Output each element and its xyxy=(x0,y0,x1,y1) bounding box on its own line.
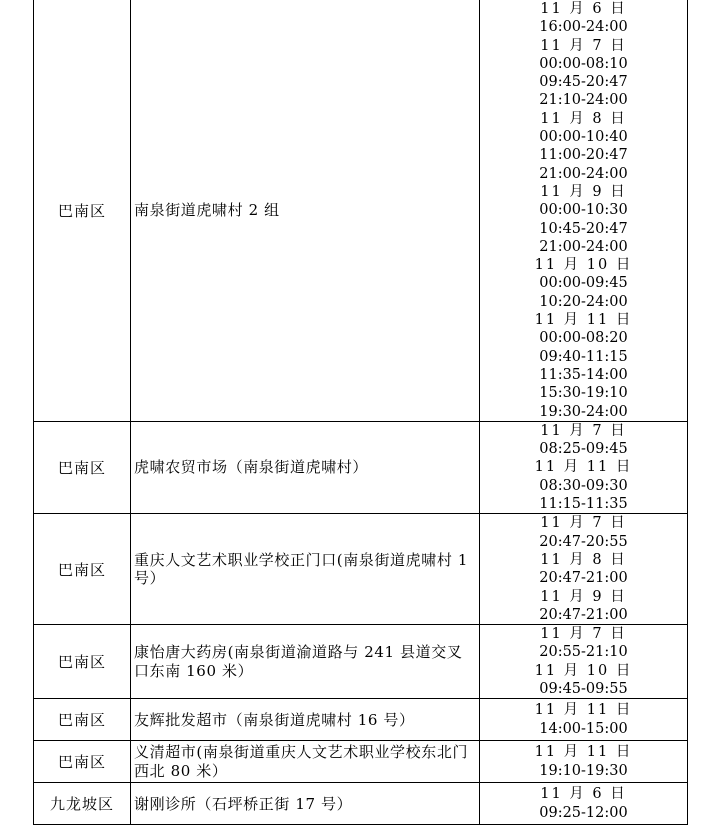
time-range-line: 16:00-24:00 xyxy=(539,19,628,36)
time-range-line: 00:00-08:20 xyxy=(539,330,628,347)
date-line: 11 月 11 日 xyxy=(534,312,633,329)
time-range-line: 09:25-12:00 xyxy=(539,804,628,821)
district-cell: 九龙坡区 xyxy=(34,783,131,825)
exposure-schedule-table xyxy=(33,0,688,825)
date-line: 11 月 8 日 xyxy=(540,551,627,568)
time-range-line: 09:45-09:55 xyxy=(539,680,628,697)
date-line: 11 月 8 日 xyxy=(540,110,627,127)
date-line: 11 月 11 日 xyxy=(534,702,633,719)
district-cell: 巴南区 xyxy=(34,699,131,741)
time-range-line: 11:35-14:00 xyxy=(539,366,628,383)
location-cell: 南泉街道虎啸村 2 组 xyxy=(131,0,480,421)
time-range-line: 11:15-11:35 xyxy=(539,496,628,513)
time-range-line: 00:00-10:30 xyxy=(539,202,628,219)
time-range-line: 09:45-20:47 xyxy=(539,74,628,91)
district-cell: 巴南区 xyxy=(34,421,131,513)
time-cell xyxy=(480,625,688,699)
time-cell xyxy=(480,0,688,421)
table-row xyxy=(34,625,688,699)
time-range-line: 10:20-24:00 xyxy=(539,293,628,310)
date-line: 11 月 10 日 xyxy=(534,257,633,274)
location-cell: 友辉批发超市（南泉街道虎啸村 16 号） xyxy=(131,699,480,741)
location-cell: 义清超市(南泉街道重庆人文艺术职业学校东北门西北 80 米） xyxy=(131,741,480,783)
date-line: 11 月 10 日 xyxy=(534,662,633,679)
time-range-line: 08:25-09:45 xyxy=(539,441,628,458)
date-line: 11 月 11 日 xyxy=(534,744,633,761)
time-range-line: 11:00-20:47 xyxy=(539,147,628,164)
table-row xyxy=(34,699,688,741)
time-cell xyxy=(480,421,688,513)
date-line: 11 月 6 日 xyxy=(540,1,627,17)
time-range-line: 20:47-21:00 xyxy=(539,570,628,587)
table-row xyxy=(34,0,688,421)
date-line: 11 月 7 日 xyxy=(540,626,627,643)
time-range-line: 20:55-21:10 xyxy=(539,644,628,661)
time-range-line: 15:30-19:10 xyxy=(539,385,628,402)
time-range-line: 00:00-09:45 xyxy=(539,275,628,292)
location-cell: 重庆人文艺术职业学校正门口(南泉街道虎啸村 1 号） xyxy=(131,514,480,625)
time-range-line: 21:10-24:00 xyxy=(539,92,628,109)
time-range-line: 19:10-19:30 xyxy=(539,762,628,779)
date-line: 11 月 7 日 xyxy=(540,515,627,532)
time-range-line: 20:47-20:55 xyxy=(539,533,628,550)
time-cell xyxy=(480,783,688,825)
date-line: 11 月 9 日 xyxy=(540,588,627,605)
table-row xyxy=(34,741,688,783)
district-cell: 巴南区 xyxy=(34,741,131,783)
district-cell: 巴南区 xyxy=(34,625,131,699)
table-body xyxy=(34,0,688,825)
date-line: 11 月 6 日 xyxy=(540,786,627,803)
date-line: 11 月 7 日 xyxy=(540,37,627,54)
table-row xyxy=(34,421,688,513)
district-cell: 巴南区 xyxy=(34,514,131,625)
date-line: 11 月 9 日 xyxy=(540,183,627,200)
table-row xyxy=(34,783,688,825)
district-cell: 巴南区 xyxy=(34,0,131,421)
time-cell xyxy=(480,699,688,741)
time-range-line: 09:40-11:15 xyxy=(539,348,628,365)
time-range-line: 20:47-21:00 xyxy=(539,606,628,623)
time-cell xyxy=(480,741,688,783)
time-range-line: 08:30-09:30 xyxy=(539,477,628,494)
time-range-line: 14:00-15:00 xyxy=(539,720,628,737)
time-range-line: 19:30-24:00 xyxy=(539,403,628,420)
time-range-line: 00:00-10:40 xyxy=(539,129,628,146)
location-cell: 康怡唐大药房(南泉街道渝道路与 241 县道交叉口东南 160 米） xyxy=(131,625,480,699)
date-line: 11 月 11 日 xyxy=(534,459,633,476)
time-cell xyxy=(480,514,688,625)
time-range-line: 21:00-24:00 xyxy=(539,238,628,255)
time-range-line: 00:00-08:10 xyxy=(539,55,628,72)
date-line: 11 月 7 日 xyxy=(540,422,627,439)
table-row xyxy=(34,514,688,625)
location-cell: 虎啸农贸市场（南泉街道虎啸村） xyxy=(131,421,480,513)
time-range-line: 21:00-24:00 xyxy=(539,165,628,182)
time-range-line: 10:45-20:47 xyxy=(539,220,628,237)
location-cell: 谢刚诊所（石坪桥正街 17 号） xyxy=(131,783,480,825)
